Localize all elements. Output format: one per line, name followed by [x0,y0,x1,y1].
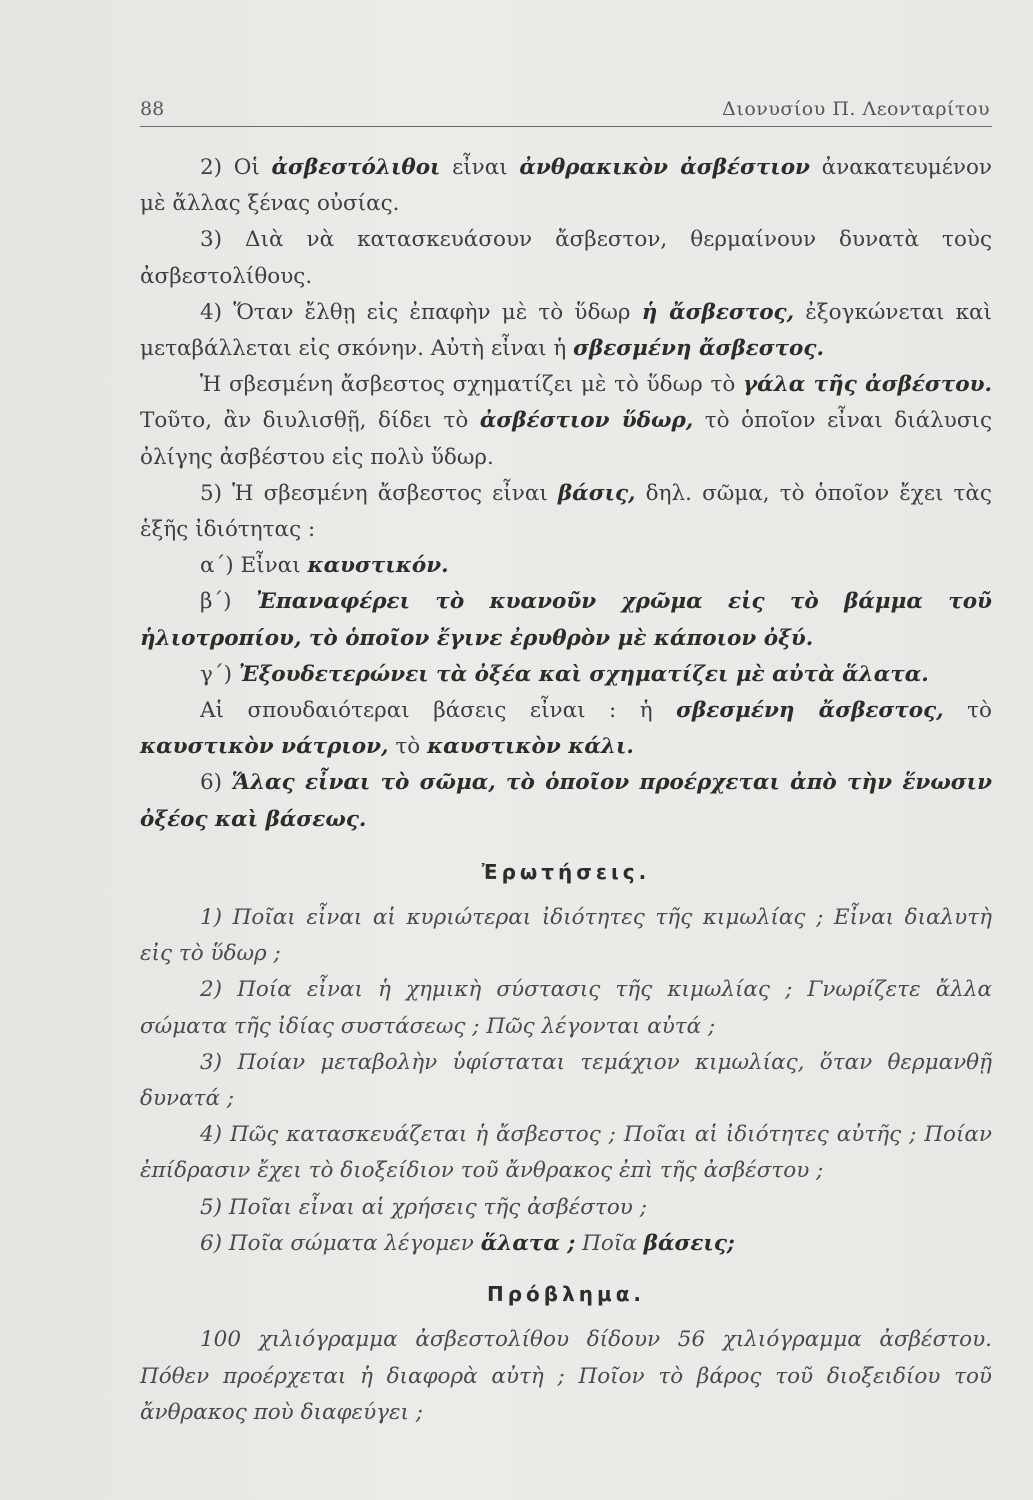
paragraph-3: 3) Διὰ νὰ κατασκευάσουν ἄσβεστον, θερμαίνουν δυνατὰ τοὺς ἀσβεστολίθους. [140,227,992,289]
term-limestone: ἀσβεστόλιθοι [271,155,441,180]
property-alpha: α΄) Εἶναι καυστικόν. [200,553,449,579]
question-3: 3) Ποίαν μεταβολὴν ὑφίσταται τεμάχιον κιμωλίας, ὅταν θερμανθῇ δυνατά ; [140,1049,992,1112]
definition-salt: Ἅλας εἶναι τὸ σῶμα, τὸ ὁποῖον προέρχεται ἀπὸ τὴν ἕνωσιν ὀξέος καὶ βάσεως. [140,770,992,832]
property-beta: β΄) Ἐπαναφέρει τὸ κυανοῦν χρῶμα εἰς τὸ βάμμα τοῦ ἡλιοτροπίου, τὸ ὁποῖον ἔγινε ἐρυθρὸν μὲ κάποιον ὀξύ. [140,589,992,651]
question-4: 4) Πῶς κατασκευάζεται ἡ ἄσβεστος ; Ποῖαι αἱ ἰδιότητες αὐτῆς ; Ποίαν ἐπίδρασιν ἔχει τὸ διοξείδιον τοῦ ἄνθρακος ἐπὶ τῆς ἀσβέστου ; [140,1122,992,1184]
question-1: 1) Ποῖαι εἶναι αἱ κυριώτεραι ἰδιότητες τῆς κιμωλίας ; Εἶναι διαλυτὴ εἰς τὸ ὕδωρ ; [140,905,992,967]
term-calcium-carbonate: ἀνθρακικὸν ἀσβέστιον [519,155,810,180]
problem-text: 100 χιλιόγραμμα ἀσβεστολίθου δίδουν 56 χιλιόγραμμα ἀσβέστου. Πόθεν προέρχεται ἡ διαφορὰ αὐτὴ ; Ποῖον τὸ βάρος τοῦ διοξειδίου τοῦ ἄνθρακος ποὺ διαφεύγει ; [140,1327,992,1425]
term-lime-water: ἀσβέστιον ὕδωρ, [479,408,694,434]
term-slaked-lime: σβεσμένη ἄσβεστος. [573,336,824,362]
question-5: 5) Ποῖαι εἶναι αἱ χρήσεις τῆς ἀσβέστου ; [200,1194,647,1220]
term-base: βάσις, [557,480,636,506]
page-header [140,98,992,127]
paragraph-4b: Ἡ σβεσμένη ἄσβεστος σχηματίζει μὲ τὸ ὕδωρ τὸ γάλα τῆς ἀσβέστου. Τοῦτο, ἂν διυλισθῇ, δίδει τὸ ἀσβέστιον ὕδωρ, τὸ ὁποῖον εἶναι διάλυσις ὀλίγης ἀσβέστου εἰς πολὺ ὕδωρ. [140,372,992,470]
paragraph-bases: Αἱ σπουδαιότεραι βάσεις εἶναι : ἡ σβεσμένη ἄσβεστος, τὸ καυστικὸν νάτριον, τὸ καυστικὸν κάλι. [140,698,992,760]
questions-heading: Ἐρωτήσεις. [481,859,651,884]
term-lime: ἡ ἄσβεστος, [641,299,795,325]
question-6: 6) Ποῖα σώματα λέγομεν ἅλατα ; Ποῖα βάσεις; [200,1230,735,1256]
paragraph-6: 6) Ἅλας εἶναι τὸ σῶμα, τὸ ὁποῖον προέρχεται ἀπὸ τὴν ἕνωσιν ὀξέος καὶ βάσεως. [140,770,992,832]
paragraph-2: 2) Οἱ ἀσβεστόλιθοι εἶναι ἀνθρακικὸν ἀσβέστιον ἀνακατευμένον μὲ ἄλλας ξένας οὐσίας. [140,155,992,217]
problem-heading: Πρόβλημα. [486,1282,646,1307]
page-body [140,150,992,1431]
page-number: 88 [140,98,165,120]
paragraph-5: 5) Ἡ σβεσμένη ἄσβεστος εἶναι βάσις, δηλ. σῶμα, τὸ ὁποῖον ἔχει τὰς ἑξῆς ἰδιότητας : [140,480,992,543]
question-2: 2) Ποία εἶναι ἡ χημικὴ σύστασις τῆς κιμωλίας ; Γνωρίζετε ἄλλα σώματα τῆς ἰδίας συστάσεως ; Πῶς λέγονται αὐτά ; [140,977,992,1039]
running-head: Διονυσίου Π. Λεονταρίτου [722,98,990,120]
property-gamma: γ΄) Ἐξουδετερώνει τὰ ὀξέα καὶ σχηματίζει μὲ αὐτὰ ἅλατα. [200,661,929,687]
paragraph-4: 4) Ὅταν ἔλθῃ εἰς ἐπαφὴν μὲ τὸ ὕδωρ ἡ ἄσβεστος, ἐξογκώνεται καὶ μεταβάλλεται εἰς σκόνην. Αὐτὴ εἶναι ἡ σβεσμένη ἄσβεστος. [140,299,992,362]
term-milk-of-lime: γάλα τῆς ἀσβέστου. [742,372,992,398]
